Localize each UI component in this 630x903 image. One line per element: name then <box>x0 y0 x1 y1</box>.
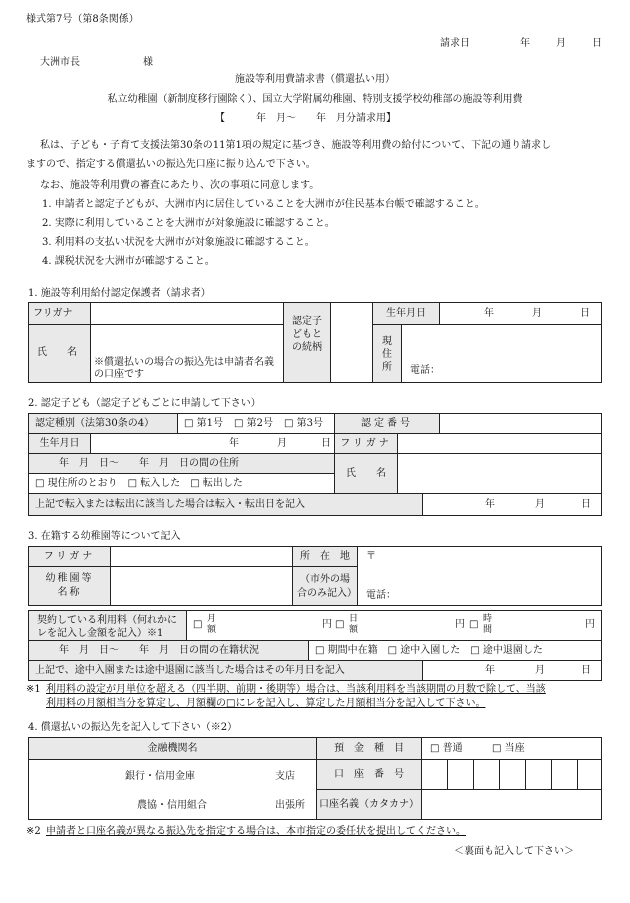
s2-move-day: 日 <box>581 499 591 510</box>
s2-type-3-checkbox[interactable]: □ 第3号 <box>284 418 323 429</box>
form-number: 様式第7号（第8条関係） <box>26 14 139 25</box>
s3-entry-year: 年 <box>485 665 495 676</box>
s4-branch-type1: 支店 <box>275 771 295 782</box>
s1-dob-month: 月 <box>532 308 542 319</box>
fee-daily-unit: 日額 <box>349 614 359 635</box>
s1-address-label: 現住所 <box>372 324 402 383</box>
s3-entry-day: 日 <box>581 665 591 676</box>
consent-item-3: 3. 利用料の支払い状況を大洲市が対象施設に確認すること。 <box>42 237 315 248</box>
s4-bank-label: 金融機関名 <box>28 737 317 760</box>
s4-bank-type1: 銀行・信用金庫 <box>125 771 195 782</box>
request-date-year: 年 <box>520 38 530 49</box>
s2-dob-year: 年 <box>229 438 239 449</box>
s1-relation-label: 認定子どもとの続柄 <box>283 302 331 383</box>
request-date-day: 日 <box>592 38 602 49</box>
note1-mark: ※1 <box>26 684 41 695</box>
title-sub: 私立幼稚園（新制度移行園除く）、国立大学附属幼稚園、特別支援学校幼稚部の施設等利用費 <box>107 94 523 105</box>
section4-heading: 4. 償還払いの振込先を記入して下さい（※2） <box>28 722 238 733</box>
note2-mark: ※2 <box>26 826 41 837</box>
s2-number-input[interactable] <box>439 413 602 434</box>
s4-acct-no-label: 口 座 番 号 <box>316 759 422 790</box>
s3-period-status-label: 年 月 日～ 年 月 日の間の在籍状況 <box>28 640 309 661</box>
s1-dob-year: 年 <box>484 308 494 319</box>
fee-hourly-unit: 時間 <box>483 614 493 635</box>
s1-furigana-label: フリガナ <box>28 302 91 325</box>
request-date-month: 月 <box>556 38 566 49</box>
honorific: 様 <box>143 57 153 68</box>
back-side-note: ＜裏面も記入して下さい＞ <box>454 846 574 857</box>
section2-heading: 2. 認定子ども（認定子どもごとに申請して下さい） <box>28 398 261 409</box>
s2-move-note: 上記で転入または転出に該当した場合は転入・転出日を記入 <box>28 493 423 516</box>
fee-hourly-yen: 円 <box>585 619 595 630</box>
fee-monthly-checkbox[interactable]: □ <box>193 619 203 630</box>
s2-name-input[interactable] <box>397 453 602 494</box>
s3-entry-month: 月 <box>535 665 545 676</box>
s2-type-options[interactable] <box>177 413 335 434</box>
s1-dob-input[interactable] <box>439 302 602 325</box>
addressee: 大洲市長 <box>40 57 80 68</box>
acct-futsu-checkbox[interactable]: □ 普通 <box>430 743 463 754</box>
s2-dob-input[interactable] <box>90 433 335 454</box>
note1-line2: 利用料の月額相当分を算定し、月額欄の□にレを記入し、算定した月額相当分を記入して下さい。 <box>46 698 486 709</box>
intro-p2: なお、施設等利用費の審査にあたり、次の事項に同意します。 <box>40 180 320 191</box>
s2-type-label: 認定種別（法第30条の4） <box>28 413 178 434</box>
note1-line1: 利用料の設定が月単位を超える（四半期、前期・後期等）場合は、当該利用料を当該期間の月数で除して、当該 <box>46 684 546 695</box>
acct-touza-checkbox[interactable]: □ 当座 <box>492 743 525 754</box>
s1-address-input[interactable] <box>401 324 602 383</box>
intro-p1b: ますので、指定する償還払いの振込先口座に振り込んで下さい。 <box>26 159 316 170</box>
s1-name-input[interactable] <box>90 324 284 383</box>
s3-outside-note: （市外の場合のみ記入） <box>292 566 358 606</box>
fee-monthly-yen: 円 <box>322 619 332 630</box>
s3-fee-options[interactable] <box>186 610 602 641</box>
section3-heading: 3. 在籍する幼稚園等について記入 <box>28 531 181 542</box>
fee-daily-yen: 円 <box>455 619 465 630</box>
s1-dob-day: 日 <box>580 308 590 319</box>
s4-bank-input[interactable] <box>28 759 317 820</box>
s4-acct-no-input[interactable] <box>421 759 602 790</box>
s2-number-label: 認定番号 <box>334 413 440 434</box>
request-date-label: 請求日 <box>440 38 470 49</box>
s3-fee-label: 契約している利用料（何れかにレを記入し金額を記入）※1 <box>28 610 187 641</box>
s3-status-options[interactable]: □ 期間中在籍 □ 途中入園した □ 途中退園した <box>308 640 602 661</box>
s2-move-year: 年 <box>485 499 495 510</box>
s3-entry-note: 上記で、途中入園または途中退園に該当した場合はその年月日を記入 <box>28 660 423 681</box>
s4-acct-type-label: 預 金 種 目 <box>316 737 422 760</box>
s1-relation-input[interactable] <box>330 302 373 383</box>
s3-tel-label: 電話： <box>366 590 396 601</box>
s2-dob-month: 月 <box>277 438 287 449</box>
s2-furigana-input[interactable] <box>397 433 602 454</box>
note2-text: 申請者と口座名義が異なる振込先を指定する場合は、本市指定の委任状を提出してください。 <box>46 826 466 837</box>
s3-furigana-label: フリガナ <box>28 546 111 567</box>
s2-type-2-checkbox[interactable]: □ 第2号 <box>234 418 273 429</box>
s2-move-date-input[interactable] <box>422 493 602 516</box>
fee-daily-checkbox[interactable]: □ <box>335 619 345 630</box>
s1-dob-label: 生年月日 <box>372 302 440 325</box>
intro-p1a: 私は、子ども・子育て支援法第30条の11第1項の規定に基づき、施設等利用費の給付について、下記の通り請求し <box>40 140 552 151</box>
s1-name-note: ※償還払いの場合の振込先は申請者名義の口座です <box>94 357 274 380</box>
consent-item-1: 1. 申請者と認定子どもが、大洲市内に居住していることを大洲市が住民基本台帳で確認すること。 <box>42 199 485 210</box>
s4-acct-name-label: 口座名義（カタカナ） <box>316 789 422 820</box>
title-period: 年 月～ 年 月分請求用】 <box>256 113 396 124</box>
consent-item-4: 4. 課税状況を大洲市が確認すること。 <box>42 256 215 267</box>
s2-dob-label: 生年月日 <box>28 433 91 454</box>
section1-heading: 1. 施設等利用給付認定保護者（請求者） <box>28 288 211 299</box>
s3-location-input[interactable] <box>357 546 602 606</box>
s3-entry-date-input[interactable] <box>422 660 602 681</box>
s3-kinder-name-input[interactable] <box>110 566 293 606</box>
s3-location-label: 所 在 地 <box>292 546 358 567</box>
s2-period-address-label: 年 月 日～ 年 月 日の間の住所 <box>28 453 335 474</box>
s3-furigana-input[interactable] <box>110 546 293 567</box>
title-main: 施設等利用費請求書（償還払い用） <box>235 74 395 85</box>
fee-hourly-checkbox[interactable]: □ <box>469 619 479 630</box>
s1-furigana-input[interactable] <box>90 302 284 325</box>
s4-acct-type-options[interactable] <box>421 737 602 760</box>
s3-postal-mark: 〒 <box>366 551 376 562</box>
s2-type-1-checkbox[interactable]: □ 第1号 <box>184 418 223 429</box>
s2-dob-day: 日 <box>321 438 331 449</box>
s1-tel-label: 電話： <box>410 365 440 376</box>
title-period-open: 【 <box>215 113 225 124</box>
s2-name-label: 氏 名 <box>334 453 398 494</box>
s4-bank-type2: 農協・信用組合 <box>137 800 207 811</box>
s4-branch-type2: 出張所 <box>275 800 305 811</box>
s2-furigana-label: フリガナ <box>334 433 398 454</box>
s1-name-label: 氏 名 <box>28 324 91 383</box>
s3-kinder-name-label: 幼稚園等名称 <box>28 566 111 606</box>
consent-item-2: 2. 実際に利用していることを大洲市が対象施設に確認すること。 <box>42 218 335 229</box>
s4-acct-name-input[interactable] <box>421 789 602 820</box>
s2-move-month: 月 <box>535 499 545 510</box>
s2-address-options[interactable]: □ 現住所のとおり □ 転入した □ 転出した <box>28 473 335 494</box>
fee-monthly-unit: 月額 <box>207 614 217 635</box>
